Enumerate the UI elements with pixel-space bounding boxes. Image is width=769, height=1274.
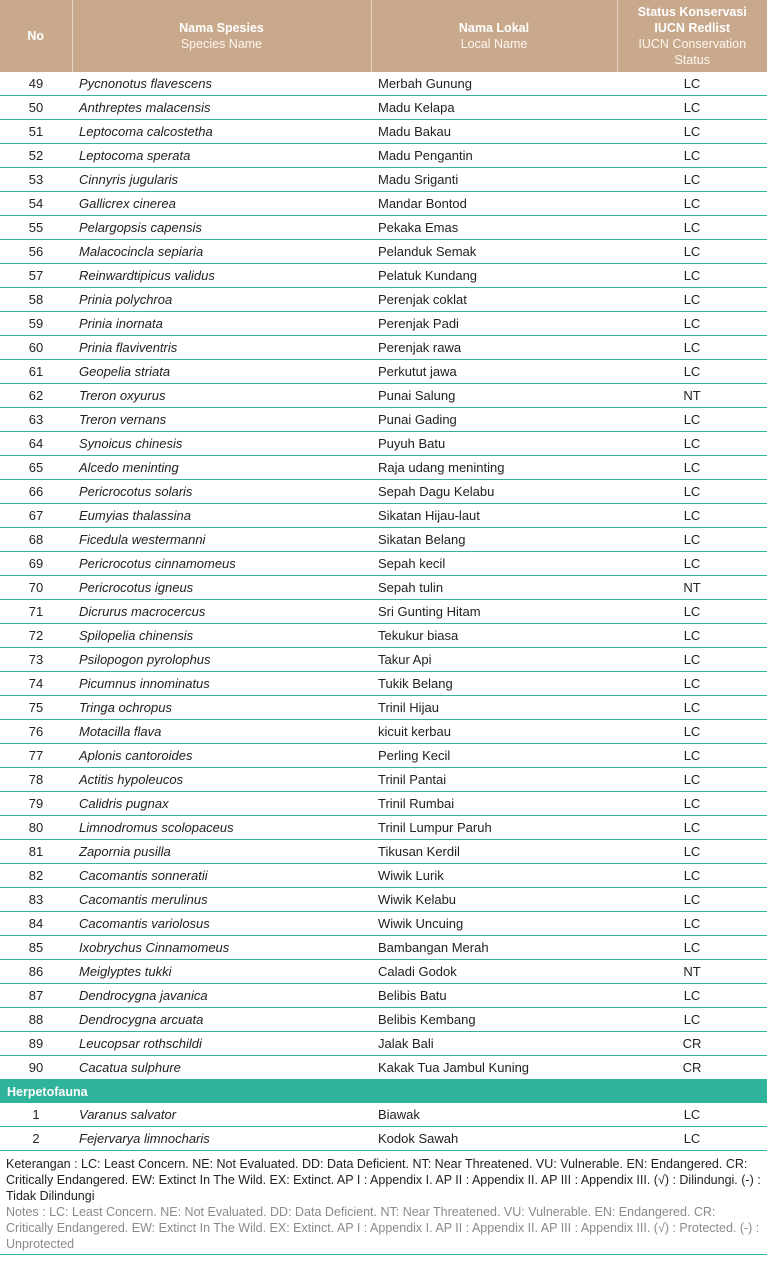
row-number: 77 xyxy=(0,744,72,768)
table-row xyxy=(0,936,767,960)
conservation-status: NT xyxy=(617,384,767,408)
table-row xyxy=(0,336,767,360)
species-name: Prinia polychroa xyxy=(72,288,371,312)
conservation-status: LC xyxy=(617,648,767,672)
row-number: 57 xyxy=(0,264,72,288)
conservation-status: NT xyxy=(617,960,767,984)
conservation-status: LC xyxy=(617,888,767,912)
header-status xyxy=(617,0,767,72)
local-name: Perenjak Padi xyxy=(371,312,617,336)
local-name: Perkutut jawa xyxy=(371,360,617,384)
table-body xyxy=(0,72,767,1080)
notes-indonesian: Keterangan : LC: Least Concern. NE: Not Evaluated. DD: Data Deficient. NT: Near Threatened. VU: Vulnerable. EN: Endangered. CR: Critically Endangered. EW: Extinct In The Wild. EX: Extinct. AP I : Appendix I. AP II : Appendix II. AP III : Appendix III. (√) : Dilindungi. (-) : Tidak Dilindungi xyxy=(6,1157,761,1203)
local-name: Madu Pengantin xyxy=(371,144,617,168)
local-name: Trinil Hijau xyxy=(371,696,617,720)
local-name: Madu Bakau xyxy=(371,120,617,144)
conservation-status: LC xyxy=(617,552,767,576)
row-number: 64 xyxy=(0,432,72,456)
row-number: 66 xyxy=(0,480,72,504)
local-name: Mandar Bontod xyxy=(371,192,617,216)
conservation-status: LC xyxy=(617,408,767,432)
table-row xyxy=(0,672,767,696)
conservation-status: LC xyxy=(617,336,767,360)
row-number: 53 xyxy=(0,168,72,192)
species-name: Psilopogon pyrolophus xyxy=(72,648,371,672)
table-row xyxy=(0,240,767,264)
table-row xyxy=(0,816,767,840)
table-row xyxy=(0,888,767,912)
table-row xyxy=(0,720,767,744)
local-name: Merbah Gunung xyxy=(371,72,617,96)
species-name: Anthreptes malacensis xyxy=(72,96,371,120)
species-name: Zapornia pusilla xyxy=(72,840,371,864)
conservation-status: LC xyxy=(617,600,767,624)
species-name: Cacatua sulphure xyxy=(72,1056,371,1080)
local-name: Trinil Rumbai xyxy=(371,792,617,816)
conservation-status: LC xyxy=(617,240,767,264)
row-number: 68 xyxy=(0,528,72,552)
local-name: Kakak Tua Jambul Kuning xyxy=(371,1056,617,1080)
species-name: Eumyias thalassina xyxy=(72,504,371,528)
table-row xyxy=(0,120,767,144)
table-row xyxy=(0,552,767,576)
row-number: 62 xyxy=(0,384,72,408)
conservation-status: LC xyxy=(617,792,767,816)
local-name: Punai Gading xyxy=(371,408,617,432)
local-name: Sikatan Hijau-laut xyxy=(371,504,617,528)
species-name: Calidris pugnax xyxy=(72,792,371,816)
species-name: Cinnyris jugularis xyxy=(72,168,371,192)
row-number: 78 xyxy=(0,768,72,792)
local-name: Madu Kelapa xyxy=(371,96,617,120)
section-row-herpetofauna xyxy=(0,1080,767,1104)
species-name: Limnodromus scolopaceus xyxy=(72,816,371,840)
conservation-status: LC xyxy=(617,144,767,168)
table-row xyxy=(0,912,767,936)
table-row xyxy=(0,504,767,528)
species-name: Gallicrex cinerea xyxy=(72,192,371,216)
table-row xyxy=(0,768,767,792)
species-name: Dendrocygna arcuata xyxy=(72,1008,371,1032)
species-name: Ixobrychus Cinnamomeus xyxy=(72,936,371,960)
conservation-status: LC xyxy=(617,504,767,528)
row-number: 90 xyxy=(0,1056,72,1080)
conservation-status: CR xyxy=(617,1056,767,1080)
conservation-status: LC xyxy=(617,744,767,768)
table-row xyxy=(0,1127,767,1151)
species-name: Leptocoma sperata xyxy=(72,144,371,168)
table-row xyxy=(0,168,767,192)
species-name: Dendrocygna javanica xyxy=(72,984,371,1008)
species-name: Motacilla flava xyxy=(72,720,371,744)
table-row xyxy=(0,1032,767,1056)
local-name: Perenjak rawa xyxy=(371,336,617,360)
conservation-status: LC xyxy=(617,1127,767,1151)
row-number: 51 xyxy=(0,120,72,144)
local-name: Raja udang meninting xyxy=(371,456,617,480)
row-number: 71 xyxy=(0,600,72,624)
species-name: Varanus salvator xyxy=(72,1103,371,1127)
species-name: Cacomantis merulinus xyxy=(72,888,371,912)
row-number: 80 xyxy=(0,816,72,840)
table-row xyxy=(0,408,767,432)
species-name: Synoicus chinesis xyxy=(72,432,371,456)
conservation-status: LC xyxy=(617,912,767,936)
species-name: Geopelia striata xyxy=(72,360,371,384)
conservation-status: LC xyxy=(617,1103,767,1127)
local-name: Jalak Bali xyxy=(371,1032,617,1056)
local-name: Sepah Dagu Kelabu xyxy=(371,480,617,504)
table-row xyxy=(0,1103,767,1127)
table-row xyxy=(0,72,767,96)
section-title: Herpetofauna xyxy=(0,1080,767,1104)
header-status-id: Status Konservasi IUCN Redlist xyxy=(637,5,747,35)
conservation-status: LC xyxy=(617,528,767,552)
header-no: No xyxy=(0,0,72,72)
species-name: Treron vernans xyxy=(72,408,371,432)
row-number: 1 xyxy=(0,1103,72,1127)
local-name: Sri Gunting Hitam xyxy=(371,600,617,624)
row-number: 82 xyxy=(0,864,72,888)
table-row xyxy=(0,648,767,672)
row-number: 75 xyxy=(0,696,72,720)
conservation-status: LC xyxy=(617,816,767,840)
local-name: Madu Sriganti xyxy=(371,168,617,192)
conservation-status: NT xyxy=(617,576,767,600)
table-row xyxy=(0,1008,767,1032)
species-name: Prinia flaviventris xyxy=(72,336,371,360)
table-row xyxy=(0,984,767,1008)
header-species xyxy=(72,0,371,72)
notes xyxy=(0,1151,769,1252)
conservation-status: LC xyxy=(617,1008,767,1032)
species-name: Aplonis cantoroides xyxy=(72,744,371,768)
local-name: Belibis Kembang xyxy=(371,1008,617,1032)
local-name: Puyuh Batu xyxy=(371,432,617,456)
table-row xyxy=(0,312,767,336)
local-name: Tukik Belang xyxy=(371,672,617,696)
row-number: 81 xyxy=(0,840,72,864)
species-name: Reinwardtipicus validus xyxy=(72,264,371,288)
row-number: 70 xyxy=(0,576,72,600)
local-name: Kodok Sawah xyxy=(371,1127,617,1151)
table-row xyxy=(0,264,767,288)
table-row xyxy=(0,360,767,384)
row-number: 54 xyxy=(0,192,72,216)
local-name: Bambangan Merah xyxy=(371,936,617,960)
species-name: Fejervarya limnocharis xyxy=(72,1127,371,1151)
row-number: 52 xyxy=(0,144,72,168)
species-name: Dicrurus macrocercus xyxy=(72,600,371,624)
row-number: 60 xyxy=(0,336,72,360)
row-number: 79 xyxy=(0,792,72,816)
local-name: Wiwik Kelabu xyxy=(371,888,617,912)
table-row xyxy=(0,864,767,888)
table-row xyxy=(0,192,767,216)
conservation-status: LC xyxy=(617,432,767,456)
species-name: Prinia inornata xyxy=(72,312,371,336)
row-number: 2 xyxy=(0,1127,72,1151)
local-name: Perenjak coklat xyxy=(371,288,617,312)
row-number: 58 xyxy=(0,288,72,312)
header-status-en: IUCN Conservation Status xyxy=(638,37,747,67)
row-number: 74 xyxy=(0,672,72,696)
conservation-status: LC xyxy=(617,360,767,384)
table-row xyxy=(0,792,767,816)
header-species-en: Species Name xyxy=(180,37,263,51)
row-number: 88 xyxy=(0,1008,72,1032)
species-name: Treron oxyurus xyxy=(72,384,371,408)
conservation-status: LC xyxy=(617,216,767,240)
species-name: Tringa ochropus xyxy=(72,696,371,720)
row-number: 72 xyxy=(0,624,72,648)
section-body xyxy=(0,1103,767,1151)
species-name: Pericrocotus solaris xyxy=(72,480,371,504)
row-number: 56 xyxy=(0,240,72,264)
conservation-status: LC xyxy=(617,936,767,960)
table-row xyxy=(0,456,767,480)
row-number: 84 xyxy=(0,912,72,936)
notes-english: Notes : LC: Least Concern. NE: Not Evaluated. DD: Data Deficient. NT: Near Threatened. VU: Vulnerable. EN: Endangered. CR: Critically Endangered. EW: Extinct In The Wild. EX: Extinct. AP I : Appendix I. AP II : Appendix II. AP III : Appendix III. (√) : Protected. (-) : Unprotected xyxy=(6,1205,760,1251)
local-name: Wiwik Lurik xyxy=(371,864,617,888)
row-number: 89 xyxy=(0,1032,72,1056)
table-row xyxy=(0,216,767,240)
conservation-status: LC xyxy=(617,72,767,96)
local-name: Punai Salung xyxy=(371,384,617,408)
row-number: 69 xyxy=(0,552,72,576)
species-name: Leptocoma calcostetha xyxy=(72,120,371,144)
conservation-status: LC xyxy=(617,168,767,192)
conservation-status: LC xyxy=(617,288,767,312)
species-name: Pelargopsis capensis xyxy=(72,216,371,240)
local-name: Wiwik Uncuing xyxy=(371,912,617,936)
species-name: Pycnonotus flavescens xyxy=(72,72,371,96)
table-row xyxy=(0,288,767,312)
conservation-status: LC xyxy=(617,672,767,696)
row-number: 55 xyxy=(0,216,72,240)
conservation-status: LC xyxy=(617,984,767,1008)
local-name: Tikusan Kerdil xyxy=(371,840,617,864)
row-number: 76 xyxy=(0,720,72,744)
species-name: Meiglyptes tukki xyxy=(72,960,371,984)
table-row xyxy=(0,576,767,600)
local-name: Pelatuk Kundang xyxy=(371,264,617,288)
local-name: kicuit kerbau xyxy=(371,720,617,744)
conservation-status: LC xyxy=(617,768,767,792)
local-name: Takur Api xyxy=(371,648,617,672)
conservation-status: LC xyxy=(617,120,767,144)
row-number: 73 xyxy=(0,648,72,672)
row-number: 87 xyxy=(0,984,72,1008)
table-row xyxy=(0,384,767,408)
conservation-status: LC xyxy=(617,312,767,336)
conservation-status: LC xyxy=(617,192,767,216)
local-name: Trinil Pantai xyxy=(371,768,617,792)
header-local-en: Local Name xyxy=(460,37,528,51)
row-number: 59 xyxy=(0,312,72,336)
local-name: Pekaka Emas xyxy=(371,216,617,240)
table-row xyxy=(0,480,767,504)
table-row xyxy=(0,1056,767,1080)
species-name: Ficedula westermanni xyxy=(72,528,371,552)
conservation-status: LC xyxy=(617,480,767,504)
species-name: Pericrocotus igneus xyxy=(72,576,371,600)
species-name: Alcedo meninting xyxy=(72,456,371,480)
table-row xyxy=(0,624,767,648)
row-number: 49 xyxy=(0,72,72,96)
species-name: Actitis hypoleucos xyxy=(72,768,371,792)
conservation-status: LC xyxy=(617,624,767,648)
local-name: Biawak xyxy=(371,1103,617,1127)
local-name: Belibis Batu xyxy=(371,984,617,1008)
row-number: 85 xyxy=(0,936,72,960)
row-number: 50 xyxy=(0,96,72,120)
row-number: 86 xyxy=(0,960,72,984)
local-name: Sikatan Belang xyxy=(371,528,617,552)
local-name: Sepah tulin xyxy=(371,576,617,600)
species-name: Picumnus innominatus xyxy=(72,672,371,696)
row-number: 65 xyxy=(0,456,72,480)
table-row xyxy=(0,528,767,552)
local-name: Trinil Lumpur Paruh xyxy=(371,816,617,840)
table-row xyxy=(0,96,767,120)
row-number: 83 xyxy=(0,888,72,912)
table-row xyxy=(0,600,767,624)
local-name: Perling Kecil xyxy=(371,744,617,768)
conservation-status: LC xyxy=(617,696,767,720)
row-number: 67 xyxy=(0,504,72,528)
conservation-status: LC xyxy=(617,264,767,288)
row-number: 63 xyxy=(0,408,72,432)
conservation-status: LC xyxy=(617,840,767,864)
conservation-status: LC xyxy=(617,720,767,744)
table-row xyxy=(0,744,767,768)
row-number: 61 xyxy=(0,360,72,384)
local-name: Pelanduk Semak xyxy=(371,240,617,264)
local-name: Sepah kecil xyxy=(371,552,617,576)
conservation-status: LC xyxy=(617,456,767,480)
header-species-id: Nama Spesies xyxy=(179,21,264,35)
conservation-status: CR xyxy=(617,1032,767,1056)
species-name: Pericrocotus cinnamomeus xyxy=(72,552,371,576)
header-local-id: Nama Lokal xyxy=(458,21,530,35)
species-name: Leucopsar rothschildi xyxy=(72,1032,371,1056)
table-row xyxy=(0,840,767,864)
species-name: Cacomantis variolosus xyxy=(72,912,371,936)
local-name: Caladi Godok xyxy=(371,960,617,984)
table-row xyxy=(0,960,767,984)
table-row xyxy=(0,432,767,456)
conservation-status: LC xyxy=(617,864,767,888)
table-row xyxy=(0,696,767,720)
bottom-divider xyxy=(0,1254,767,1255)
local-name: Tekukur biasa xyxy=(371,624,617,648)
table-row xyxy=(0,144,767,168)
header-local xyxy=(371,0,617,72)
species-name: Cacomantis sonneratii xyxy=(72,864,371,888)
species-name: Malacocincla sepiaria xyxy=(72,240,371,264)
conservation-status: LC xyxy=(617,96,767,120)
section-header-body xyxy=(0,1080,767,1104)
table-header xyxy=(0,0,767,72)
species-name: Spilopelia chinensis xyxy=(72,624,371,648)
